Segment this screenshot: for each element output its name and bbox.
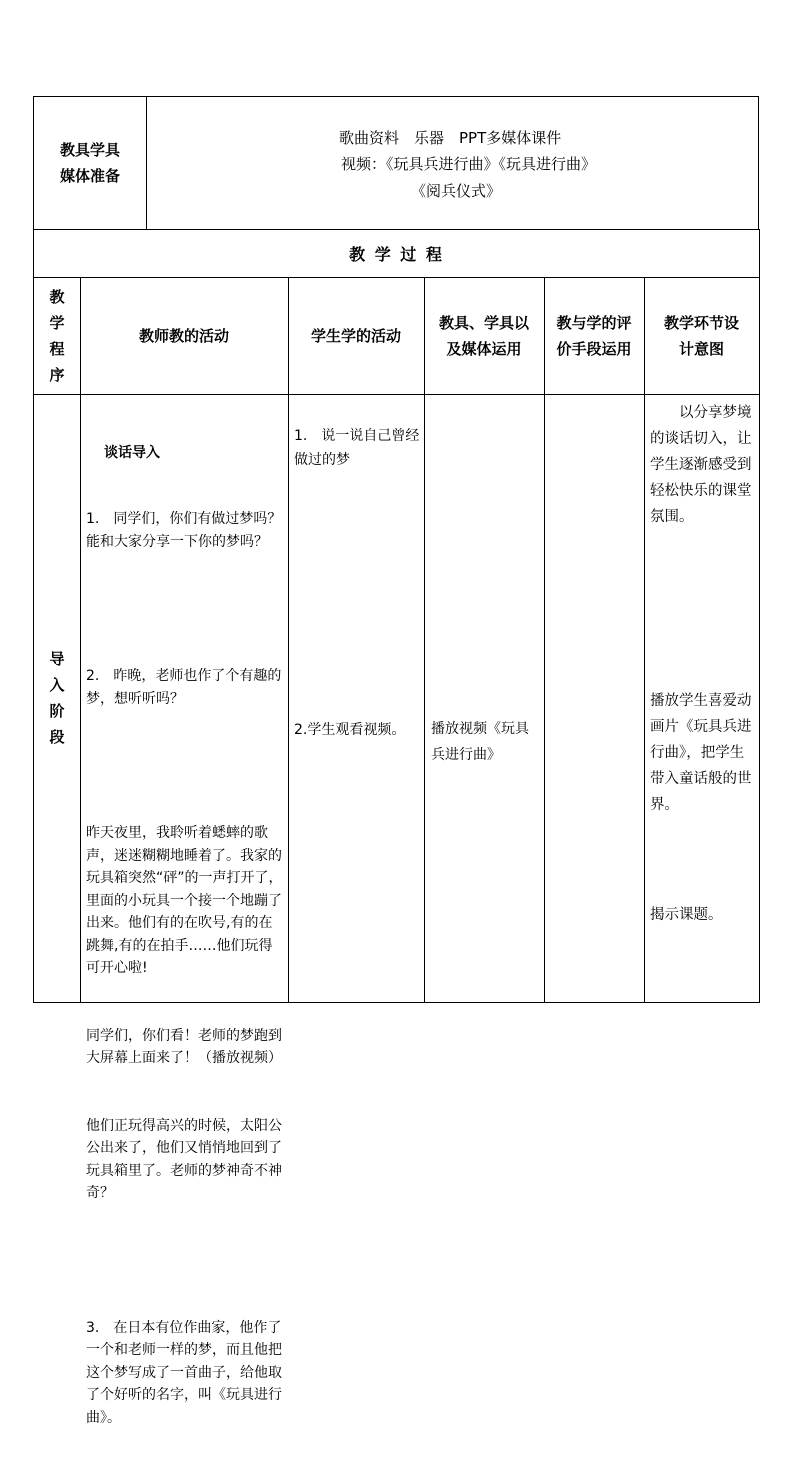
header-student-label: 学生学的活动 bbox=[310, 326, 401, 345]
student-item-2: 2.学生观看视频。 bbox=[294, 722, 406, 738]
prep-content-cell bbox=[146, 96, 759, 230]
teacher-paragraph-1: 1. 同学们，你们有做过梦吗？能和大家分享一下你的梦吗？ bbox=[86, 511, 282, 550]
teacher-activity-cell bbox=[80, 394, 289, 1426]
intent-item-3: 揭示课题。 bbox=[650, 907, 723, 923]
teacher-heading: 谈话导入 bbox=[104, 445, 160, 461]
header-teacher bbox=[80, 277, 289, 395]
stage-label: 导入阶段 bbox=[49, 650, 65, 746]
teacher-paragraph-2: 2. 昨晚，老师也作了个有趣的梦，想听听吗？ bbox=[86, 668, 282, 707]
header-stage-label: 教学程序 bbox=[49, 287, 65, 384]
prep-line2: 视频：《玩具兵进行曲》《玩具进行曲》 bbox=[341, 155, 597, 173]
header-stage bbox=[33, 277, 81, 395]
prep-label-cell bbox=[33, 96, 147, 230]
media-item-1: 播放视频《玩具兵进行曲》 bbox=[431, 721, 529, 763]
header-student bbox=[288, 277, 425, 395]
prep-line3: 《阅兵仪式》 bbox=[411, 182, 502, 200]
prep-line1: 歌曲资料 乐器 PPT多媒体课件 bbox=[339, 129, 562, 147]
teacher-paragraph-3: 昨天夜里，我聆听着蟋蟀的歌声，迷迷糊糊地睡着了。我家的玩具箱突然“砰”的一声打开了，里面的小玩具一个接一个地蹦了出来。他们有的在吹号,有的在跳舞,有的在拍手……他们玩得可开心啦! bbox=[86, 825, 283, 976]
intent-cell bbox=[644, 394, 760, 1003]
teacher-paragraph-6: 3. 在日本有位作曲家，他作了一个和老师一样的梦，而且他把这个梦写成了一首曲子，给他取了个好听的名字，叫《玩具进行曲》。 bbox=[86, 1319, 282, 1426]
evaluation-cell bbox=[544, 394, 645, 1003]
header-intent-label: 教学环节设计意图 bbox=[663, 313, 739, 358]
student-activity-cell bbox=[288, 394, 425, 1003]
teacher-paragraph-4: 同学们，你们看！老师的梦跑到大屏幕上面来了！（播放视频） bbox=[86, 1027, 282, 1066]
header-media-label: 教具、学具以及媒体运用 bbox=[438, 313, 529, 358]
media-cell bbox=[424, 394, 545, 1003]
stage-cell bbox=[33, 394, 81, 1003]
header-media bbox=[424, 277, 545, 395]
header-evaluation bbox=[544, 277, 645, 395]
process-title-cell bbox=[33, 229, 760, 278]
prep-label-line2: 媒体准备 bbox=[59, 167, 120, 185]
header-intent bbox=[644, 277, 760, 395]
teacher-paragraph-5: 他们正玩得高兴的时候，太阳公公出来了，他们又悄悄地回到了玩具箱里了。老师的梦神奇不神奇？ bbox=[86, 1117, 282, 1201]
intent-item-1: 以分享梦境的谈话切入，让学生逐渐感受到轻松快乐的课堂氛围。 bbox=[650, 405, 752, 525]
process-title: 教 学 过 程 bbox=[349, 244, 444, 264]
header-evaluation-label: 教与学的评价手段运用 bbox=[556, 313, 632, 358]
student-item-1: 1. 说一说自己曾经做过的梦 bbox=[294, 428, 420, 468]
intent-item-2: 播放学生喜爱动画片《玩具兵进行曲》，把学生带入童话般的世界。 bbox=[650, 693, 752, 813]
header-teacher-label: 教师教的活动 bbox=[138, 326, 229, 345]
prep-label-line1: 教具学具 bbox=[59, 141, 120, 159]
